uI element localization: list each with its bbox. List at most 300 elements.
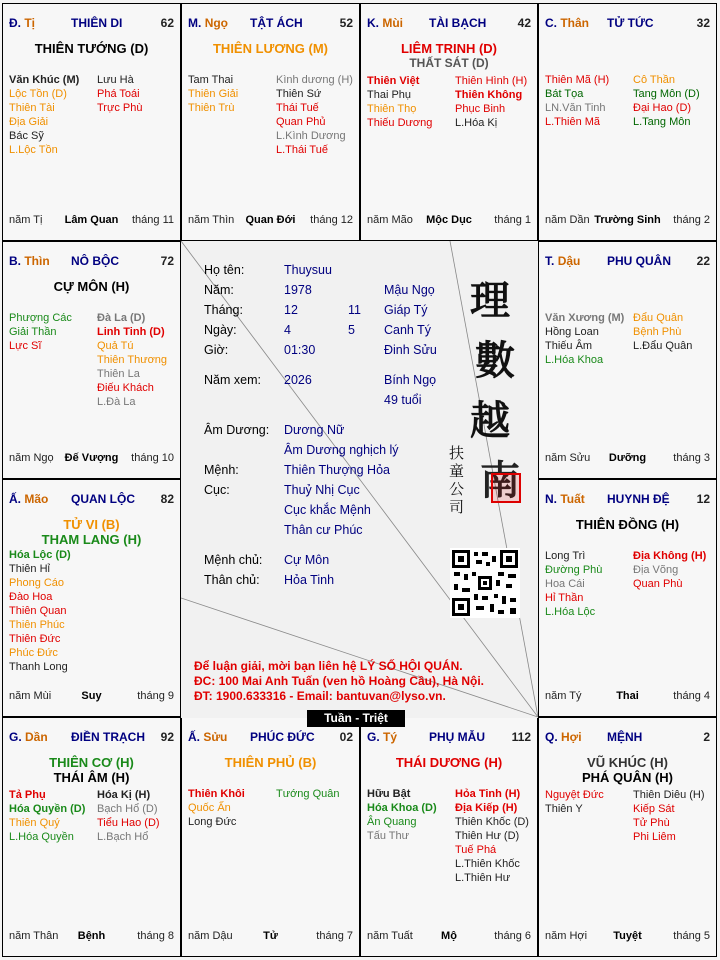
label-cuc: Cục: xyxy=(204,483,230,497)
contact-line-2: ĐC: 100 Mai Anh Tuấn (ven hồ Hoàng Cầu), Hà Nội. xyxy=(194,674,485,688)
secondary-stars-left xyxy=(9,311,72,353)
palace-year: năm Dần xyxy=(545,214,590,226)
main-star-1: THIÊN LƯƠNG (M) xyxy=(212,41,329,56)
star-item: Thiên Quý xyxy=(9,817,60,829)
secondary-stars-left xyxy=(545,73,609,129)
star-item: Địa Không (H) xyxy=(633,550,707,562)
palace-month: tháng 2 xyxy=(673,214,710,226)
star-item: L.Tang Môn xyxy=(633,116,691,128)
palace-month: tháng 8 xyxy=(137,930,174,942)
calligraphy-char-1: 理 xyxy=(470,277,510,324)
palace-year: năm Thân xyxy=(9,930,59,942)
value-am-duong: Dương Nữ xyxy=(284,423,345,437)
star-item: Địa Giải xyxy=(9,116,49,128)
palace-month: tháng 11 xyxy=(131,214,174,226)
palace-suu[interactable] xyxy=(181,717,360,957)
secondary-stars-left xyxy=(188,73,238,115)
palace-number: 112 xyxy=(511,730,531,744)
star-item: Bát Tọa xyxy=(545,88,584,100)
palace-chi: Thìn xyxy=(24,254,50,268)
palace-name: MỆNH xyxy=(607,730,643,744)
star-item: Thiên Tài xyxy=(9,102,55,114)
palace-can: Ấ. xyxy=(188,730,200,744)
value-thang: 12 xyxy=(284,303,298,317)
star-item: Lộc Tồn (D) xyxy=(9,88,67,100)
star-item: L.Hóa Khoa xyxy=(545,354,604,366)
secondary-stars-right xyxy=(633,788,705,844)
palace-chi: Sửu xyxy=(203,730,228,744)
palace-chi: Tị xyxy=(24,16,36,30)
palace-number: 42 xyxy=(517,16,531,30)
star-item: Đào Hoa xyxy=(9,591,53,603)
palace-name: PHU QUÂN xyxy=(607,254,672,268)
star-item: L.Kình Dương xyxy=(276,130,346,142)
palace-year: năm Sửu xyxy=(545,452,591,464)
palace-number: 92 xyxy=(160,730,174,744)
star-item: Hóa Kị (H) xyxy=(97,789,151,801)
star-item: Thiếu Âm xyxy=(545,340,593,352)
palace-year: năm Dậu xyxy=(188,930,233,942)
value-nam-can: Mậu Ngọ xyxy=(384,283,435,297)
palace-footer xyxy=(367,930,531,944)
palace-number: 72 xyxy=(160,254,174,268)
secondary-stars-right xyxy=(97,788,160,844)
value-ngay: 4 xyxy=(284,323,291,337)
palace-month: tháng 4 xyxy=(673,690,710,702)
secondary-stars-left xyxy=(367,74,432,130)
main-star-group xyxy=(3,517,180,547)
palace-address xyxy=(545,16,589,30)
palace-header xyxy=(9,254,174,270)
qr-code-icon[interactable] xyxy=(450,548,520,618)
palace-address xyxy=(188,16,228,30)
palace-footer xyxy=(545,214,710,228)
secondary-stars-left xyxy=(545,788,604,816)
secondary-stars-right xyxy=(633,549,706,591)
palace-footer xyxy=(545,452,710,466)
palace-number: 02 xyxy=(339,730,353,744)
palace-name: PHỤ MẪU xyxy=(429,730,485,744)
secondary-stars-left xyxy=(545,311,624,367)
star-item: L.Lộc Tồn xyxy=(9,144,58,156)
palace-chi: Tuất xyxy=(560,492,585,506)
star-item: Long Trì xyxy=(545,550,586,562)
label-gio: Giờ: xyxy=(204,343,229,357)
palace-header xyxy=(545,16,710,32)
star-item: Trực Phù xyxy=(97,102,143,114)
star-item: L.Thái Tuế xyxy=(276,144,328,156)
palace-can: Đ. xyxy=(9,16,21,30)
palace-dau[interactable] xyxy=(538,241,717,479)
star-item: Phá Toái xyxy=(97,88,140,100)
palace-name: TÀI BẠCH xyxy=(429,16,487,30)
palace-address xyxy=(367,16,403,30)
star-item: Thiên Diêu (H) xyxy=(633,789,705,801)
palace-can: N. xyxy=(545,492,557,506)
main-star-group xyxy=(539,517,716,532)
star-item: Tang Môn (D) xyxy=(633,88,700,100)
star-item: Thiên Sứ xyxy=(276,88,322,100)
value-nam-xem: 2026 xyxy=(284,373,312,387)
palace-header xyxy=(9,492,174,508)
palace-header xyxy=(367,730,531,746)
star-item: Thiên Việt xyxy=(367,75,420,87)
palace-truong-sinh: Trường Sinh xyxy=(594,214,661,226)
palace-chi: Dậu xyxy=(557,254,581,268)
palace-month: tháng 3 xyxy=(673,452,710,464)
palace-can: G. xyxy=(9,730,22,744)
star-item: Thiên Thương xyxy=(97,354,168,366)
star-item: Thái Tuế xyxy=(276,102,319,114)
palace-truong-sinh: Mộ xyxy=(441,930,457,942)
palace-header xyxy=(9,730,174,746)
palace-year: năm Ngọ xyxy=(9,452,54,464)
star-item: Tuế Phá xyxy=(455,844,497,856)
palace-footer xyxy=(9,930,174,944)
star-item: Thiếu Dương xyxy=(367,117,433,129)
palace-can: K. xyxy=(367,16,379,30)
value-nam-xem-can: Bính Ngọ xyxy=(384,373,437,387)
star-item: Điếu Khách xyxy=(97,382,154,394)
star-item: Linh Tinh (D) xyxy=(97,326,165,338)
value-menh: Thiên Thượng Hỏa xyxy=(284,463,390,477)
value-cuc-2: Cục khắc Mệnh xyxy=(284,503,371,517)
secondary-stars-left xyxy=(367,787,437,843)
small-calligraphy-3: 公 xyxy=(449,480,465,498)
star-item: Bạch Hổ (D) xyxy=(97,803,158,815)
palace-chi: Thân xyxy=(560,16,590,30)
main-star-2: PHÁ QUÂN (H) xyxy=(582,770,673,785)
star-item: Hồng Loan xyxy=(545,326,599,338)
palace-footer xyxy=(188,214,353,228)
star-item: Hóa Khoa (D) xyxy=(367,802,437,814)
star-item: Phượng Các xyxy=(9,312,72,324)
label-than-chu: Thân chủ: xyxy=(204,573,260,587)
value-thang-am: 11 xyxy=(348,303,361,317)
palace-number: 12 xyxy=(696,492,710,506)
main-star-group xyxy=(361,41,537,71)
palace-year: năm Hợi xyxy=(545,930,588,942)
star-item: Thiên Quan xyxy=(9,605,67,617)
main-star-group xyxy=(3,279,180,294)
star-item: Tiểu Hao (D) xyxy=(97,817,160,829)
main-star-1: TỬ VI (B) xyxy=(63,517,120,532)
star-item: Tử Phù xyxy=(633,817,670,829)
palace-address xyxy=(545,254,580,268)
calligraphy-char-2: 數 xyxy=(475,337,515,384)
star-item: Văn Xương (M) xyxy=(545,312,625,324)
palace-thin[interactable] xyxy=(2,241,181,479)
palace-address xyxy=(367,730,397,744)
star-item: Thiên Khôi xyxy=(188,788,245,800)
palace-chi: Mùi xyxy=(382,16,404,30)
star-item: Bác Sỹ xyxy=(9,130,44,142)
palace-mui[interactable] xyxy=(360,3,538,241)
palace-month: tháng 1 xyxy=(494,214,531,226)
palace-can: M. xyxy=(188,16,202,30)
palace-address xyxy=(545,730,582,744)
palace-month: tháng 6 xyxy=(494,930,531,942)
star-item: Thiên Trù xyxy=(188,102,235,114)
star-item: Thiên Phúc xyxy=(9,619,65,631)
palace-footer xyxy=(188,930,353,944)
palace-name: PHÚC ĐỨC xyxy=(250,730,315,744)
star-item: Quả Tú xyxy=(97,340,134,352)
star-item: Hóa Quyền (D) xyxy=(9,803,86,815)
star-item: Tấu Thư xyxy=(367,830,410,842)
secondary-stars-right xyxy=(97,73,142,115)
star-item: Hữu Bật xyxy=(367,788,411,800)
star-item: Đẩu Quân xyxy=(633,312,684,324)
main-star-1: THIÊN TƯỚNG (D) xyxy=(34,41,149,56)
palace-year: năm Tuất xyxy=(367,930,413,942)
star-item: Thiên Y xyxy=(545,803,583,815)
star-item: Phúc Đức xyxy=(9,647,58,659)
main-star-group xyxy=(539,755,716,785)
palace-can: Ấ. xyxy=(9,492,21,506)
palace-name: QUAN LỘC xyxy=(71,492,135,506)
palace-truong-sinh: Bệnh xyxy=(77,930,106,942)
palace-month: tháng 7 xyxy=(316,930,353,942)
main-star-1: CỰ MÔN (H) xyxy=(53,279,130,294)
palace-month: tháng 10 xyxy=(131,452,174,464)
secondary-stars-right xyxy=(276,73,353,157)
palace-header xyxy=(545,254,710,270)
palace-year: năm Tị xyxy=(9,214,43,226)
palace-truong-sinh: Lâm Quan xyxy=(64,214,119,226)
star-item: Hỉ Thần xyxy=(545,592,584,604)
star-item: Tả Phụ xyxy=(9,789,46,801)
value-menh-chu: Cự Môn xyxy=(284,553,330,567)
star-item: Phong Cáo xyxy=(9,577,65,589)
star-item: Thiên Mã (H) xyxy=(545,74,610,86)
palace-ti[interactable] xyxy=(2,3,181,241)
value-tuoi: 49 tuổi xyxy=(384,393,422,407)
star-item: Đại Hao (D) xyxy=(633,102,692,114)
value-nam: 1978 xyxy=(284,283,312,297)
star-item: Thai Phụ xyxy=(367,89,412,101)
palace-name: TỬ TỨC xyxy=(607,16,654,30)
main-star-group xyxy=(3,41,180,56)
palace-truong-sinh: Tuyệt xyxy=(613,930,642,942)
palace-address xyxy=(9,16,35,30)
star-item: L.Thiên Hư xyxy=(455,872,511,884)
star-item: Địa Kiếp (H) xyxy=(455,802,518,814)
palace-name: ĐIỀN TRẠCH xyxy=(71,730,145,744)
secondary-stars-right xyxy=(455,74,527,130)
palace-header xyxy=(367,16,531,32)
star-item: Thiên Không xyxy=(455,89,523,101)
palace-address xyxy=(9,492,48,506)
label-nam-xem: Năm xem: xyxy=(204,373,261,387)
main-star-group xyxy=(182,41,359,56)
palace-truong-sinh: Tử xyxy=(263,930,278,942)
palace-dan[interactable] xyxy=(2,717,181,957)
palace-mao[interactable] xyxy=(2,479,181,717)
palace-month: tháng 9 xyxy=(137,690,174,702)
value-gio: 01:30 xyxy=(284,343,316,357)
palace-address xyxy=(9,730,48,744)
palace-can: Q. xyxy=(545,730,558,744)
calligraphy-char-4: 南 xyxy=(480,457,520,504)
palace-truong-sinh: Dưỡng xyxy=(608,452,647,464)
label-ho-ten: Họ tên: xyxy=(204,263,245,277)
star-item: Thiên La xyxy=(97,368,140,380)
palace-ty[interactable] xyxy=(360,717,538,957)
palace-truong-sinh: Quan Đới xyxy=(245,214,296,226)
value-ho-ten: Thuysuu xyxy=(284,263,332,277)
star-item: L.Thiên Khốc xyxy=(455,858,520,870)
palace-name: HUYNH ĐỆ xyxy=(607,492,670,506)
star-item: L.Hóa Quyền xyxy=(9,831,74,843)
star-item: Hoa Cái xyxy=(545,578,585,590)
small-calligraphy-2: 童 xyxy=(449,462,465,480)
star-item: L.Hóa Lộc xyxy=(545,606,596,618)
palace-footer xyxy=(9,452,174,466)
palace-truong-sinh: Mộc Dục xyxy=(426,214,472,226)
star-item: LN.Văn Tinh xyxy=(545,102,606,114)
palace-month: tháng 12 xyxy=(310,214,353,226)
palace-header xyxy=(9,16,174,32)
value-ngay-can: Canh Tý xyxy=(384,323,432,337)
star-item: Phi Liêm xyxy=(633,831,676,843)
palace-month: tháng 5 xyxy=(673,930,710,942)
main-star-1: THIÊN PHỦ (B) xyxy=(224,755,317,770)
palace-footer xyxy=(545,690,710,704)
secondary-stars-right xyxy=(633,73,700,129)
main-star-1: THIÊN ĐỒNG (H) xyxy=(575,517,680,532)
palace-chi: Tý xyxy=(383,730,398,744)
palace-address xyxy=(545,492,585,506)
secondary-stars-right xyxy=(97,311,167,409)
star-item: Phục Binh xyxy=(455,103,506,115)
label-nam: Năm: xyxy=(204,283,234,297)
palace-header xyxy=(545,730,710,746)
palace-ngo[interactable] xyxy=(181,3,360,241)
palace-truong-sinh: Thai xyxy=(616,690,639,702)
contact-line-1: Để luận giải, mời bạn liên hệ LÝ SỐ HỘI QUÁN. xyxy=(194,659,463,673)
value-than-chu: Hỏa Tinh xyxy=(284,573,335,587)
star-item: Thiên Đức xyxy=(9,633,61,645)
star-item: Hóa Lộc (D) xyxy=(9,549,71,561)
secondary-stars-left xyxy=(9,548,71,674)
star-item: Quan Phù xyxy=(633,578,683,590)
small-calligraphy-4: 司 xyxy=(449,498,465,516)
palace-header xyxy=(545,492,710,508)
palace-footer xyxy=(9,690,174,704)
star-item: L.Thiên Mã xyxy=(545,116,601,128)
palace-chi: Dần xyxy=(25,730,48,744)
secondary-stars-right xyxy=(633,311,692,353)
star-item: L.Hóa Kị xyxy=(455,117,498,129)
star-item: Thiên Giải xyxy=(188,88,239,100)
star-item: L.Đẩu Quân xyxy=(633,340,693,352)
palace-truong-sinh: Đế Vượng xyxy=(64,452,119,464)
star-item: Thiên Hình (H) xyxy=(455,75,528,87)
palace-header xyxy=(188,16,353,32)
main-star-1: VŨ KHÚC (H) xyxy=(587,755,668,770)
label-menh-chu: Mệnh chủ: xyxy=(204,553,263,567)
star-item: Đà La (D) xyxy=(97,312,146,324)
palace-truong-sinh: Suy xyxy=(81,690,102,702)
palace-can: G. xyxy=(367,730,380,744)
palace-than1[interactable] xyxy=(538,3,717,241)
palace-number: 32 xyxy=(696,16,710,30)
palace-number: 82 xyxy=(160,492,174,506)
palace-tuat[interactable] xyxy=(538,479,717,717)
palace-number: 52 xyxy=(339,16,353,30)
star-item: Hỏa Tinh (H) xyxy=(455,788,521,800)
value-cuc-3: Thân cư Phúc xyxy=(284,523,363,537)
main-star-1: THIÊN CƠ (H) xyxy=(49,755,134,770)
star-item: Long Đức xyxy=(188,816,237,828)
secondary-stars-right xyxy=(276,787,340,801)
palace-address xyxy=(188,730,227,744)
value-thang-can: Giáp Tý xyxy=(384,303,428,317)
palace-chi: Hợi xyxy=(561,730,582,744)
star-item: L.Đà La xyxy=(97,396,136,408)
star-item: Lưu Hà xyxy=(97,74,134,86)
main-star-1: THÁI DƯƠNG (H) xyxy=(395,755,503,770)
palace-year: năm Mão xyxy=(367,214,413,226)
star-item: Lực Sĩ xyxy=(9,340,42,352)
secondary-stars-left xyxy=(9,73,79,157)
palace-number: 2 xyxy=(703,730,710,744)
main-star-group xyxy=(3,755,180,785)
calligraphy-char-3: 越 xyxy=(470,397,510,444)
palace-year: năm Tý xyxy=(545,690,582,702)
star-item: Văn Khúc (M) xyxy=(9,74,80,86)
star-item: Quốc Ấn xyxy=(188,802,231,814)
label-am-duong: Âm Dương: xyxy=(204,423,270,437)
main-star-2: THAM LANG (H) xyxy=(41,532,142,547)
center-info-panel xyxy=(181,241,538,718)
palace-name: THIÊN DI xyxy=(71,16,123,30)
star-item: Đường Phù xyxy=(545,564,603,576)
star-item: Cô Thần xyxy=(633,74,675,86)
palace-address xyxy=(9,254,50,268)
secondary-stars-right xyxy=(455,787,529,885)
palace-chi: Mão xyxy=(24,492,49,506)
star-item: Tướng Quân xyxy=(276,788,340,800)
main-star-group xyxy=(182,755,359,770)
main-star-2: THẤT SÁT (D) xyxy=(409,56,489,70)
secondary-stars-left xyxy=(188,787,245,829)
star-item: Kình dương (H) xyxy=(276,74,353,86)
palace-footer xyxy=(9,214,174,228)
star-item: Thiên Hỉ xyxy=(9,563,50,575)
palace-chi: Ngọ xyxy=(204,16,229,30)
star-item: Tam Thai xyxy=(188,74,234,86)
label-thang: Tháng: xyxy=(204,303,243,317)
palace-year: năm Thìn xyxy=(188,214,235,226)
palace-can: T. xyxy=(545,254,555,268)
star-item: Quan Phủ xyxy=(276,116,326,128)
palace-header xyxy=(188,730,353,746)
palace-name: TẬT ÁCH xyxy=(250,16,303,30)
star-item: Bệnh Phù xyxy=(633,326,682,338)
main-star-1: LIÊM TRINH (D) xyxy=(400,41,498,56)
secondary-stars-left xyxy=(545,549,602,619)
small-calligraphy-1: 扶 xyxy=(449,444,465,462)
palace-hoi[interactable] xyxy=(538,717,717,957)
star-item: L.Bạch Hổ xyxy=(97,831,149,843)
label-menh: Mệnh: xyxy=(204,463,239,477)
star-item: Kiếp Sát xyxy=(633,803,675,815)
star-item: Thiên Hư (D) xyxy=(455,830,520,842)
label-ngay: Ngày: xyxy=(204,323,237,337)
palace-year: năm Mùi xyxy=(9,690,52,702)
